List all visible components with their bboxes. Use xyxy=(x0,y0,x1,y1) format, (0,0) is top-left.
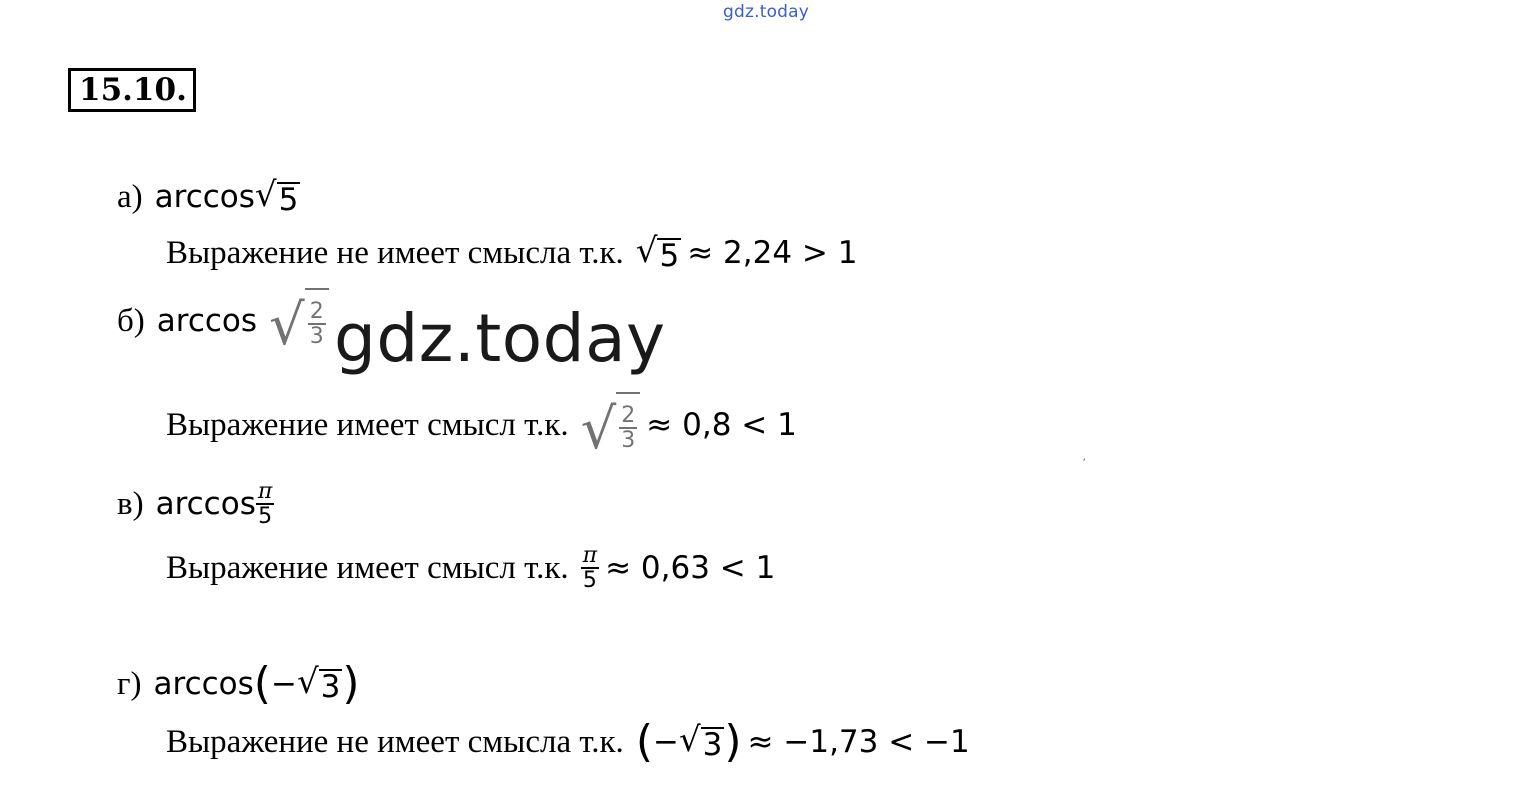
item-c-num: π xyxy=(257,479,273,504)
watermark-overlay: gdz.today xyxy=(334,300,666,377)
item-a-func: arccos xyxy=(154,179,255,216)
item-a-arg: 5 xyxy=(278,182,299,218)
item-b-num: 2 xyxy=(309,299,324,324)
item-c-rhs: ≈ 0,63 < 1 xyxy=(605,550,776,587)
item-d-result-arg: 3 xyxy=(702,726,723,763)
item-c-frac xyxy=(256,480,274,528)
item-c-func: arccos xyxy=(155,486,256,523)
item-d-rhs: ≈ −1,73 < −1 xyxy=(747,724,970,760)
item-d-explanation-line xyxy=(166,716,970,767)
item-c-explanation: Выражение имеет смысл т.к. xyxy=(166,549,569,586)
item-c-explanation-line xyxy=(166,544,775,592)
problem-number: 15.10. xyxy=(68,68,196,112)
item-b-result-num: 2 xyxy=(621,403,636,428)
item-a-rhs: ≈ 2,24 > 1 xyxy=(687,235,858,272)
item-d-explanation: Выражение не имеет смысла т.к. xyxy=(166,723,624,760)
item-a-explanation-line xyxy=(166,231,858,274)
item-a-explanation: Выражение не имеет смысла т.к. xyxy=(166,234,624,271)
item-c-expression xyxy=(117,480,274,528)
item-b-func: arccos xyxy=(156,303,258,340)
item-b-explanation-line xyxy=(166,392,797,463)
item-d-expression xyxy=(117,658,360,709)
item-c-result-num: π xyxy=(582,543,598,568)
item-b-sqrt: √ $\frac{2}{3}$ xyxy=(269,288,329,354)
item-a-math xyxy=(154,175,301,218)
item-b-result-den: 3 xyxy=(621,428,636,454)
item-a-result: √ 5 ≈ 2,24 > 1 xyxy=(635,231,858,274)
item-c-result-den: 5 xyxy=(582,568,597,594)
item-a-expression xyxy=(117,175,300,218)
item-d-arg: 3 xyxy=(320,668,341,705)
stray-mark: ′ xyxy=(1083,455,1086,469)
item-b-math xyxy=(156,288,329,359)
item-d-sqrt: √ 3 xyxy=(296,661,341,705)
item-c-math xyxy=(156,480,275,528)
item-b-label: б) xyxy=(117,302,145,339)
item-a-sqrt: √ 5 xyxy=(254,175,299,218)
item-c-den: 5 xyxy=(258,504,273,530)
item-b-result: √ $\frac{2}{3}$ ≈ 0,8 < 1 xyxy=(581,392,797,458)
item-d-func: arccos xyxy=(153,666,254,702)
watermark-top: gdz.today xyxy=(723,2,810,22)
item-d-result: ( − √ 3 ) ≈ −1,73 < −1 xyxy=(635,716,970,767)
item-c-result xyxy=(581,544,776,592)
item-b-explanation: Выражение имеет смысл т.к. xyxy=(166,406,569,443)
item-b-rhs: ≈ 0,8 < 1 xyxy=(646,407,797,444)
item-b-expression xyxy=(117,288,329,359)
item-b-den: 3 xyxy=(309,324,324,350)
item-a-result-arg: 5 xyxy=(659,238,680,274)
item-d-label: г) xyxy=(117,665,142,702)
item-a-label: а) xyxy=(117,178,143,215)
item-d-math: arccos ( − √ 3 ) xyxy=(153,658,360,709)
item-c-label: в) xyxy=(117,485,144,522)
